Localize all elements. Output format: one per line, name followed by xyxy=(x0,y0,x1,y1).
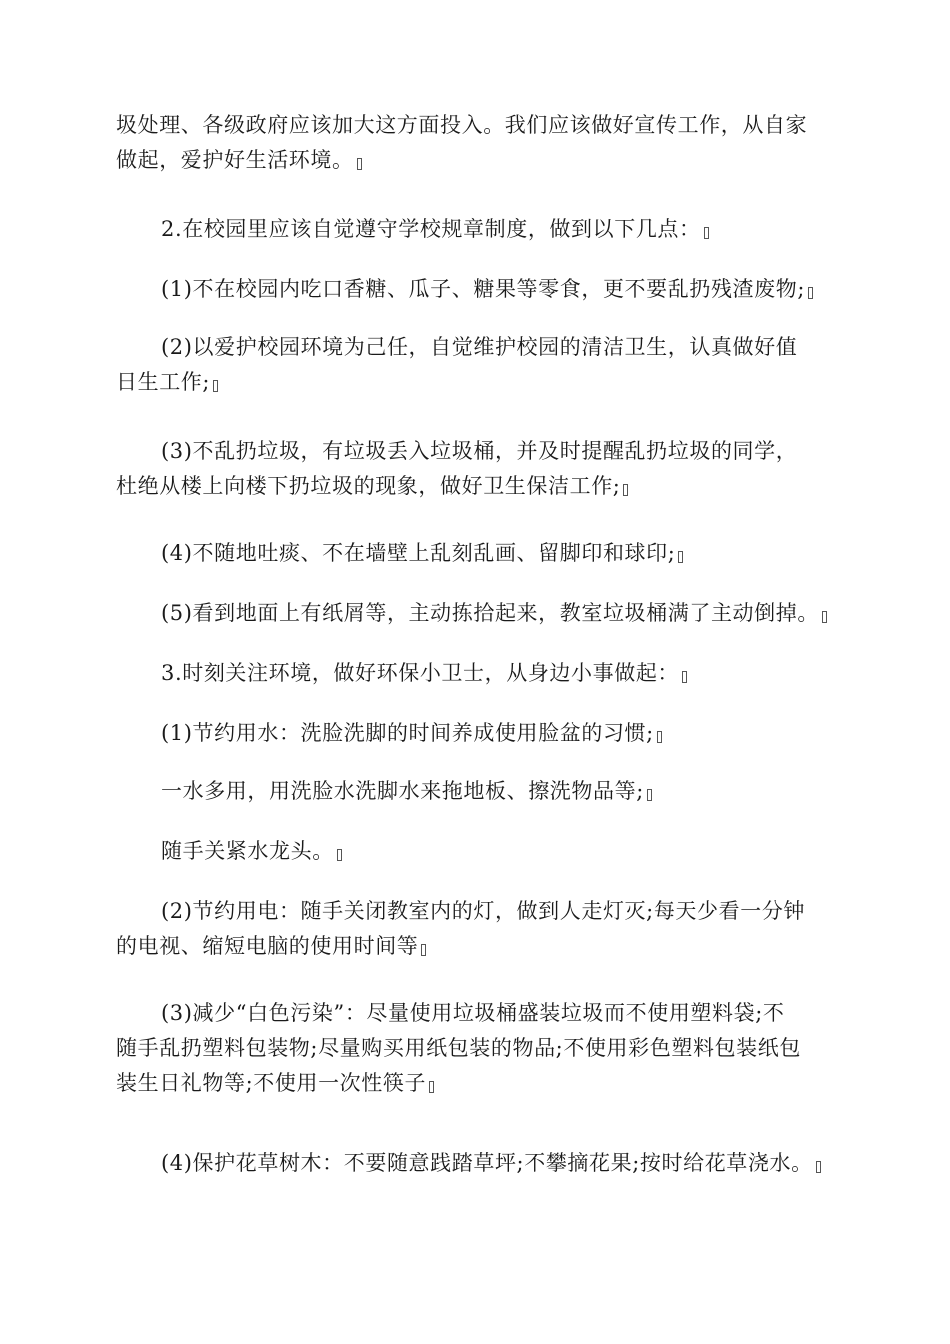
text-line: (1)节约用水：洗脸洗脚的时间养成使用脸盆的习惯; xyxy=(116,716,836,751)
paragraph xyxy=(116,774,836,809)
text-line: (3)不乱扔垃圾，有垃圾丢入垃圾桶，并及时提醒乱扔垃圾的同学， xyxy=(161,439,798,463)
text-line: (3)减少“白色污染”：尽量使用垃圾桶盛装垃圾而不使用塑料袋;不 xyxy=(161,1001,785,1025)
paragraph xyxy=(116,212,836,247)
text-line: 圾处理、各级政府应该加大这方面投入。我们应该做好宣传工作，从自家 xyxy=(116,113,808,137)
text-line: 装生日礼物等;不使用一次性筷子 xyxy=(116,1066,836,1101)
text-line: 做起，爱护好生活环境。 xyxy=(116,143,836,178)
text-line: 日生工作; xyxy=(116,365,836,400)
paragraph-mark-icon xyxy=(816,1161,821,1173)
paragraph xyxy=(116,272,836,307)
paragraph-mark-icon xyxy=(808,287,813,299)
paragraph-mark-icon xyxy=(623,484,628,496)
paragraph xyxy=(116,1146,836,1181)
paragraph xyxy=(116,834,836,869)
paragraph-mark-icon xyxy=(822,611,827,623)
paragraph xyxy=(116,716,836,751)
text-line: (2)以爱护校园环境为己任，自觉维护校园的清洁卫生，认真做好值 xyxy=(161,335,798,359)
text-line: (1)不在校园内吃口香糖、瓜子、糖果等零食，更不要乱扔残渣废物; xyxy=(116,272,836,307)
text-line: (2)节约用电：随手关闭教室内的灯，做到人走灯灭;每天少看一分钟 xyxy=(161,899,806,923)
text-line: 2.在校园里应该自觉遵守学校规章制度，做到以下几点： xyxy=(116,212,836,247)
text-line: (5)看到地面上有纸屑等，主动拣拾起来，教室垃圾桶满了主动倒掉。 xyxy=(116,596,836,631)
paragraph-mark-icon xyxy=(647,789,652,801)
paragraph xyxy=(116,894,836,964)
paragraph xyxy=(116,656,836,691)
text-line: 杜绝从楼上向楼下扔垃圾的现象，做好卫生保洁工作; xyxy=(116,469,836,504)
text-line: 的电视、缩短电脑的使用时间等 xyxy=(116,929,836,964)
text-line: (4)保护花草树木：不要随意践踏草坪;不攀摘花果;按时给花草浇水。 xyxy=(116,1146,836,1181)
paragraph xyxy=(116,330,836,400)
text-line: (4)不随地吐痰、不在墙壁上乱刻乱画、留脚印和球印; xyxy=(116,536,836,571)
paragraph-mark-icon xyxy=(357,158,362,170)
paragraph-mark-icon xyxy=(429,1081,434,1093)
paragraph-mark-icon xyxy=(337,849,342,861)
text-line: 随手关紧水龙头。 xyxy=(116,834,836,869)
text-line: 随手乱扔塑料包装物;尽量购买用纸包装的物品;不使用彩色塑料包装纸包 xyxy=(116,1036,801,1060)
text-line: 3.时刻关注环境，做好环保小卫士，从身边小事做起： xyxy=(116,656,836,691)
paragraph xyxy=(116,434,836,504)
text-line: 一水多用，用洗脸水洗脚水来拖地板、擦洗物品等; xyxy=(116,774,836,809)
paragraph xyxy=(116,596,836,631)
paragraph-mark-icon xyxy=(704,227,709,239)
paragraph-mark-icon xyxy=(213,380,218,392)
paragraph-mark-icon xyxy=(682,671,687,683)
paragraph xyxy=(116,536,836,571)
paragraph-mark-icon xyxy=(678,551,683,563)
paragraph-mark-icon xyxy=(421,944,426,956)
paragraph xyxy=(116,996,836,1101)
paragraph xyxy=(116,108,836,178)
paragraph-mark-icon xyxy=(657,731,662,743)
